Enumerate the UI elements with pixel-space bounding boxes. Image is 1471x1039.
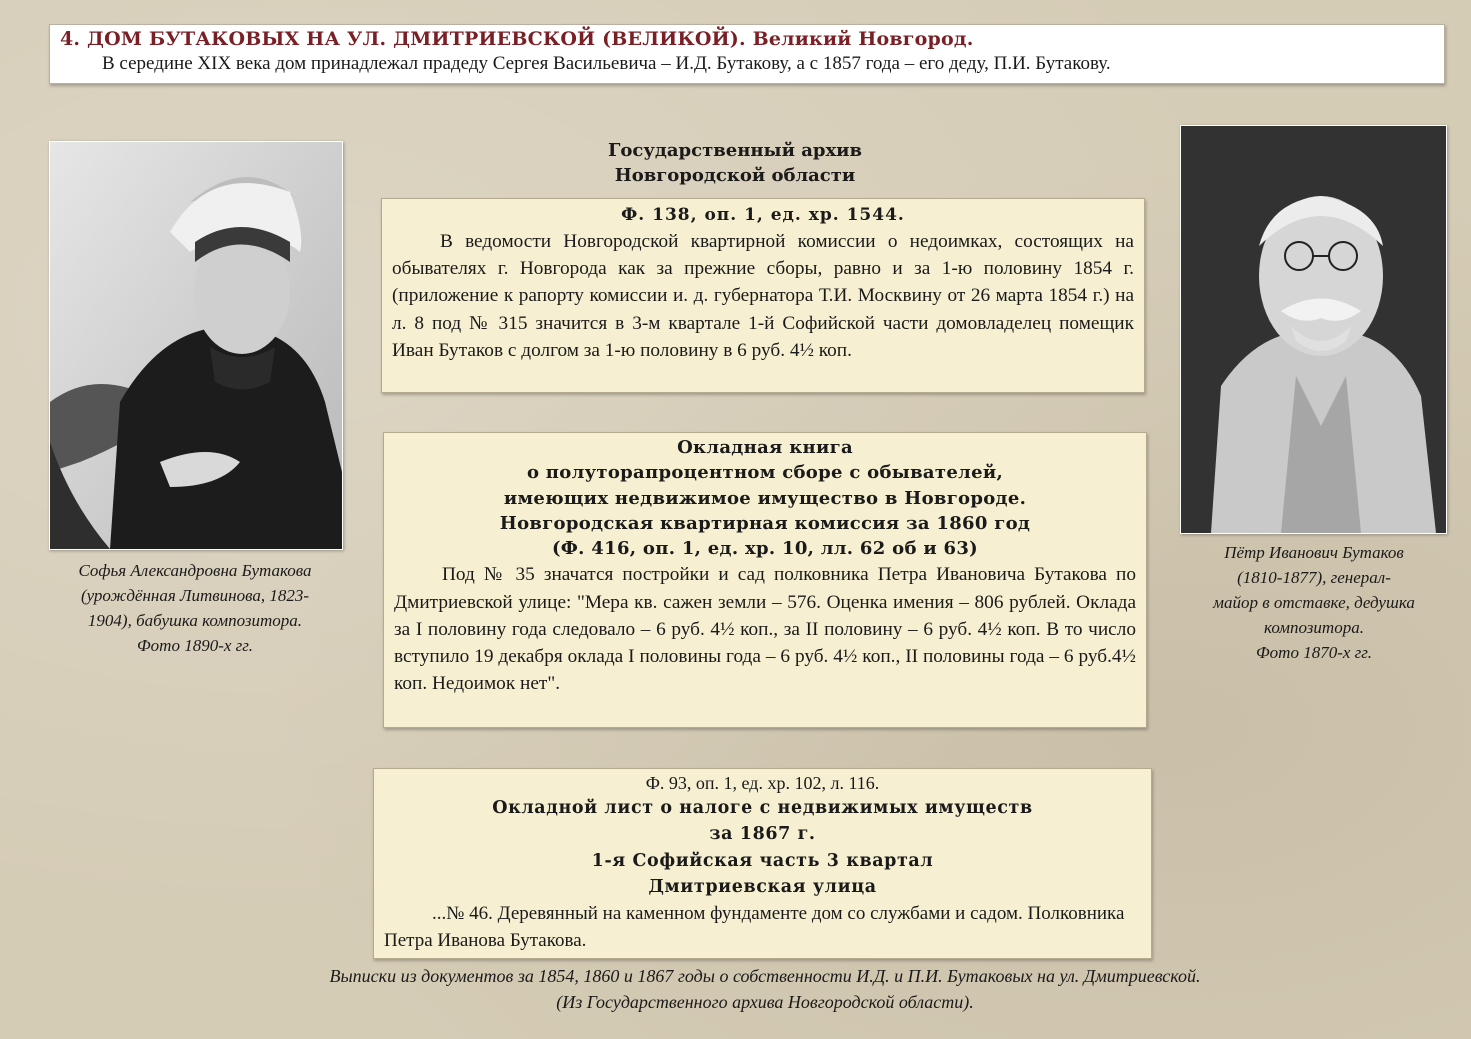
document-title-line: Новгородская квартирная комиссия за 1860 год	[499, 512, 1031, 534]
footer-caption	[200, 963, 1330, 1015]
document-title-line: Дмитриевская улица	[648, 876, 877, 897]
document-title-line: имеющих недвижимое имущество в Новгороде.	[503, 487, 1027, 509]
document-excerpt-1854	[381, 198, 1145, 393]
document-excerpt-1860	[383, 432, 1147, 728]
caption-sofya	[49, 558, 341, 658]
caption-line: 1904), бабушка композитора.	[87, 611, 303, 630]
document-title-line: 1-я Софийская часть 3 квартал	[591, 850, 934, 871]
portrait-photo-petr	[1180, 125, 1447, 534]
caption-line: Пётр Иванович Бутаков	[1224, 543, 1404, 562]
document-text: Под № 35 значатся постройки и сад полковника Петра Ивановича Бутакова по Дмитриевской улице: "Мера кв. сажен земли – 576. Оценка имения – 806 рублей. Оклада за I половину года следовало – 6 руб. 4½ коп., за II половину – 6 руб. 4½ коп. В то число вступило 19 декабря оклада I половины года – 6 руб. 4½ коп., II половины года – 6 руб.4½ коп. Недоимок нет".	[394, 564, 1136, 695]
document-text: ...№ 46. Деревянный на каменном фундаменте дом со службами и садом. Полковника Петра Иванова Бутакова.	[384, 903, 1125, 952]
header-banner	[49, 24, 1445, 84]
document-title-line: за 1867 г.	[709, 824, 816, 845]
archive-title	[530, 138, 940, 188]
caption-line: Софья Александровна Бутакова	[78, 561, 312, 580]
caption-line: композитора.	[1264, 618, 1364, 637]
document-title-line: (Ф. 416, оп. 1, ед. хр. 10, лл. 62 об и 63)	[551, 538, 978, 560]
document-text: В ведомости Новгородской квартирной комиссии о недоимках, состоящих на обывателях г. Новгорода как за прежние сборы, равно и за 1-ю половину 1854 г. (приложение к рапорту комиссии и. д. губернатора Т.И. Москвину от 26 марта 1854 г.) на л. 8 под № 315 значится в 3-м квартале 1-й Софийской части домовладелец помещик Иван Бутаков с долгом за 1-ю половину в 6 руб. 4½ коп.	[392, 231, 1134, 361]
page-title: 4. ДОМ БУТАКОВЫХ НА УЛ. ДМИТРИЕВСКОЙ (ВЕЛИКОЙ). Великий Новгород.	[60, 28, 974, 50]
portrait-photo-sofya	[49, 141, 343, 550]
caption-line: (1810-1877), генерал-	[1237, 568, 1391, 587]
document-title	[394, 435, 1136, 561]
page-subtitle: В середине XIX века дом принадлежал прадеду Сергея Васильевича – И.Д. Бутакову, а с 1857 года – его деду, П.И. Бутакову.	[102, 53, 1111, 74]
document-excerpt-1867	[373, 768, 1152, 959]
archive-title-line: Государственный архив	[607, 140, 863, 161]
archive-reference: Ф. 93, оп. 1, ед. хр. 102, л. 116.	[645, 773, 880, 793]
archive-reference: Ф. 138, оп. 1, ед. хр. 1544.	[621, 205, 905, 225]
document-title-line: о полуторапроцентном сборе с обывателей,	[526, 462, 1004, 484]
document-title-line: Окладной лист о налоге с недвижимых имуществ	[492, 798, 1033, 818]
caption-line: Фото 1870-х гг.	[1256, 643, 1372, 662]
caption-petr	[1180, 540, 1448, 665]
archive-title-line: Новгородской области	[614, 165, 856, 186]
footer-line: Выписки из документов за 1854, 1860 и 1867 годы о собственности И.Д. и П.И. Бутаковых на ул. Дмитриевской.	[329, 966, 1201, 986]
caption-line: майор в отставке, дедушка	[1213, 593, 1415, 612]
caption-line: Фото 1890-х гг.	[137, 636, 253, 655]
footer-line: (Из Государственного архива Новгородской области).	[556, 992, 974, 1012]
document-title	[384, 795, 1141, 900]
caption-line: (урождённая Литвинова, 1823-	[80, 586, 310, 605]
document-title-line: Окладная книга	[677, 437, 853, 458]
